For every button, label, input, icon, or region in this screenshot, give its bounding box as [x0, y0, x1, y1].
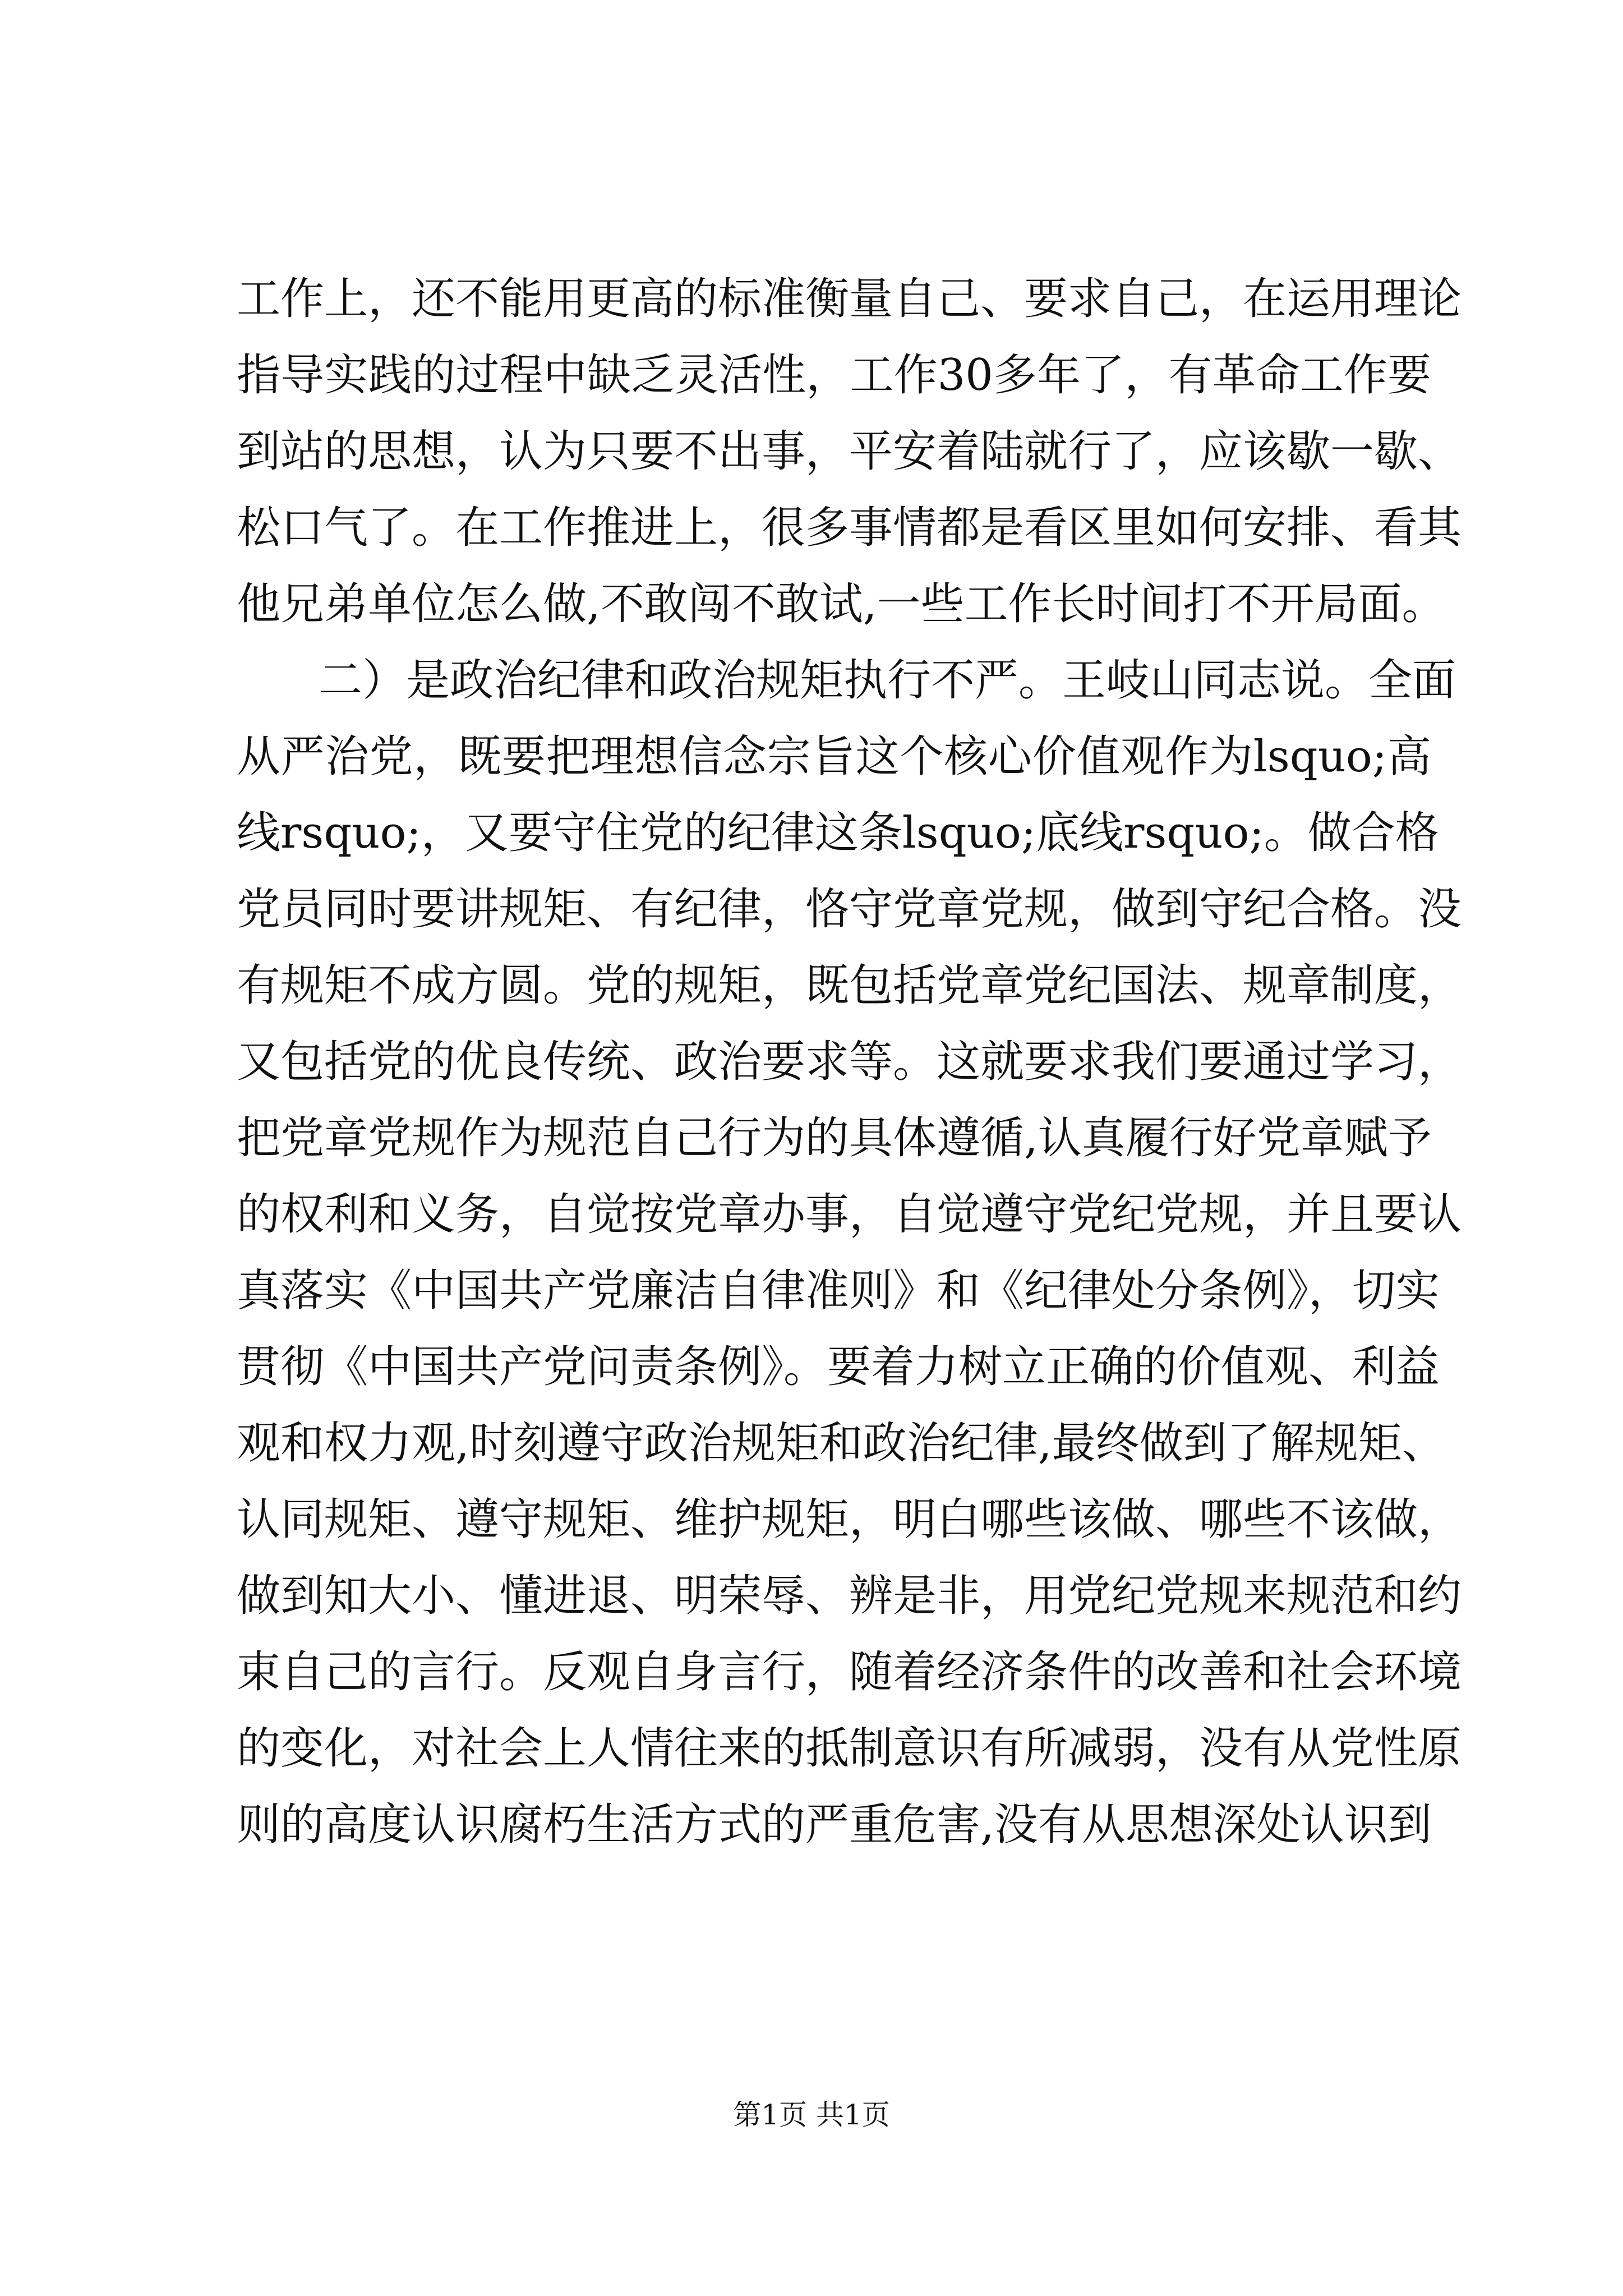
text-line: 的权利和义务，自觉按党章办事，自觉遵守党纪党规，并且要认 [237, 1189, 1462, 1240]
text-line: 松口气了。在工作推进上，很多事情都是看区里如何安排、看其 [237, 503, 1462, 553]
text-line: 认同规矩、遵守规矩、维护规矩，明白哪些该做、哪些不该做， [237, 1494, 1462, 1545]
text-line: 有规矩不成方圆。党的规矩，既包括党章党纪国法、规章制度， [237, 960, 1462, 1011]
text-line: 则的高度认识腐朽生活方式的严重危害,没有从思想深处认识到 [237, 1800, 1432, 1850]
text-line: 党员同时要讲规矩、有纪律，恪守党章党规，做到守纪合格。没 [237, 884, 1462, 935]
text-line: 他兄弟单位怎么做,不敢闯不敢试,一些工作长时间打不开局面。 [237, 579, 1446, 629]
page-footer [0, 2095, 1623, 2134]
text-line: 真落实《中国共产党廉洁自律准则》和《纪律处分条例》，切实 [237, 1266, 1440, 1316]
text-line: 的变化，对社会上人情往来的抵制意识有所减弱，没有从党性原 [237, 1723, 1462, 1774]
page-number-label: 第1页 共1页 [733, 2099, 890, 2131]
text-line: 线rsquo;，又要守住党的纪律这条lsquo;底线rsquo;。做合格 [237, 808, 1439, 858]
text-line: 工作上，还不能用更高的标准衡量自己、要求自己，在运用理论 [237, 274, 1462, 324]
text-line: 贯彻《中国共产党问责条例》。要着力树立正确的价值观、利益 [237, 1342, 1440, 1392]
text-line: 做到知大小、懂进退、明荣辱、辨是非，用党纪党规来规范和约 [237, 1571, 1462, 1621]
document-body [237, 261, 1462, 1863]
text-line: 束自己的言行。反观自身言行，随着经济条件的改善和社会环境 [237, 1647, 1462, 1697]
text-line: 把党章党规作为规范自己行为的具体遵循,认真履行好党章赋予 [237, 1113, 1432, 1163]
paragraph-start-line: 二）是政治纪律和政治规矩执行不严。王岐山同志说。全面 [319, 655, 1456, 706]
text-line: 观和权力观,时刻遵守政治规矩和政治纪律,最终做到了解规矩、 [237, 1418, 1446, 1469]
text-line: 到站的思想，认为只要不出事，平安着陆就行了，应该歇一歇、 [237, 426, 1462, 477]
text-line: 又包括党的优良传统、政治要求等。这就要求我们要通过学习， [237, 1037, 1462, 1087]
text-line: 指导实践的过程中缺乏灵活性，工作30多年了，有革命工作要 [237, 350, 1431, 401]
text-line: 从严治党，既要把理想信念宗旨这个核心价值观作为lsquo;高 [237, 731, 1431, 782]
